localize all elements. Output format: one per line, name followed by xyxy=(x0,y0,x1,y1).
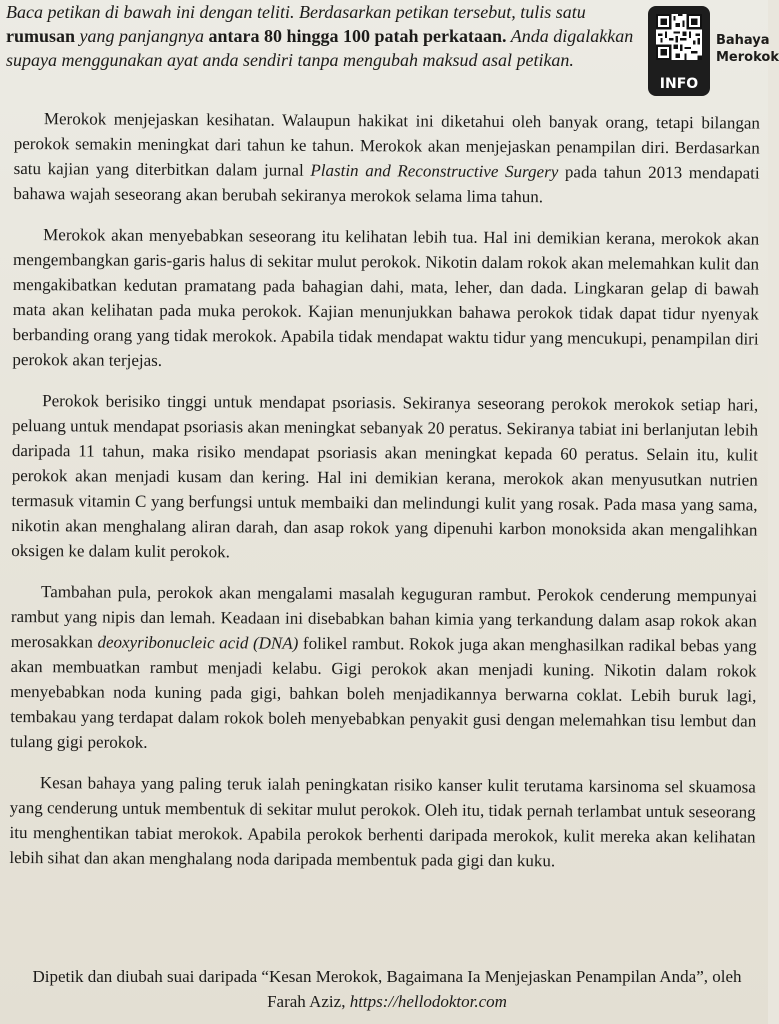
paragraph-4-text-after: folikel rambut. Rokok juga akan menghasilkan radikal bebas yang akan membuatkan rambut menjadi kelabu. Gigi perokok akan menjadi kuning. Nikotin dalam rokok menyebabkan noda kuning pada gigi, bahkan boleh menjadikannya berwarna coklat. Lebih buruk lagi, tembakau yang terdapat dalam rokok boleh menyebabkan penyakit gusi dengan melemahkan tisu lembut dan tulang gigi perokok. xyxy=(10,633,757,752)
paragraph-4-text-before: Tambahan pula, perokok akan mengalami masalah keguguran rambut. Perokok cenderung mempunyai rambut yang nipis dan lemah. Keadaan ini disebabkan bahan kimia yang terkandung dalam asap rokok akan merosakkan xyxy=(10,582,758,652)
instruction-bold-word-count: antara 80 hingga 100 patah perkataan. xyxy=(208,26,507,46)
source-citation xyxy=(14,964,760,1014)
paragraph-5: Kesan bahaya yang paling teruk ialah peningkatan risiko kanser kulit terutama karsinoma sel skuamosa yang cenderung untuk membentuk di sekitar mulut perokok. Oleh itu, tidak pernah terlambat untuk seseorang itu menghentikan tabiat merokok. Apabila perokok berhenti daripada merokok, kulit mereka akan kelihatan lebih sihat dan akan menghalang noda daripada membentuk pada gigi dan kuku. xyxy=(9,773,756,871)
info-qr-badge[interactable] xyxy=(648,6,710,96)
instruction-bold-rumusan: rumusan xyxy=(6,26,76,46)
qr-side-label-line2: Merokok xyxy=(716,50,779,65)
paragraph-1 xyxy=(13,106,760,211)
qr-side-label-line1: Bahaya xyxy=(716,33,770,48)
paragraph-4 xyxy=(10,579,757,759)
instruction-text xyxy=(6,0,636,72)
instruction-part3: Anda digalakkan supaya menggunakan ayat anda sendiri tanpa mengubah maksud asal petikan. xyxy=(6,26,634,70)
instruction-part2: yang panjangnya xyxy=(75,26,209,46)
paragraph-1-text-before: Merokok menjejaskan kesihatan. Walaupun hakikat ini diketahui oleh banyak orang, tetapi bilangan perokok semakin meningkat dari tahun ke tahun. Merokok akan menjejaskan penampilan diri. Berdasarkan satu kajian yang diterbitkan dalam jurnal xyxy=(13,109,760,180)
source-text: Dipetik dan diubah suai daripada “Kesan Merokok, Bagaimana Ia Menjejaskan Penampilan Anda”, oleh Farah Aziz, xyxy=(32,967,742,1011)
qr-side-label xyxy=(716,32,779,66)
info-label: INFO xyxy=(659,76,699,92)
instruction-part1: Baca petikan di bawah ini dengan teliti. Berdasarkan petikan tersebut, tulis satu xyxy=(6,2,586,22)
source-url[interactable]: https://hellodoktor.com xyxy=(349,992,507,1011)
paragraph-1-text-after: pada tahun 2013 mendapati bahawa wajah seseorang akan berubah sekiranya merokok selama lima tahun. xyxy=(13,162,760,207)
paragraph-3: Perokok berisiko tinggi untuk mendapat psoriasis. Sekiranya seseorang perokok merokok setiap hari, peluang untuk mendapat psoriasis akan meningkat sebanyak 20 peratus. Sekiranya tabiat ini berlanjutan lebih daripada 11 tahun, maka risiko mendapat psoriasis akan meningkat kepada 60 peratus. Selain itu, kulit perokok akan menjadi kusam dan kering. Hal ini demikian kerana, merokok akan menyusutkan nutrien termasuk vitamin C yang berfungsi untuk membaiki dan melindungi kulit yang rosak. Pada masa yang sama, nikotin akan menghalang aliran darah, dan asap rokok yang dipenuhi karbon monoksida akan mengalihkan oksigen ke dalam kulit perokok. xyxy=(11,391,759,562)
passage xyxy=(9,106,760,875)
paragraph-4-dna-term: deoxyribonucleic acid (DNA) xyxy=(97,632,299,653)
paragraph-1-journal-title: Plastin and Reconstructive Surgery xyxy=(310,160,559,182)
qr-code-icon xyxy=(656,14,702,60)
paragraph-2: Merokok akan menyebabkan seseorang itu kelihatan lebih tua. Hal ini demikian kerana, merokok akan mengembangkan garis-garis halus di sekitar mulut perokok. Nikotin dalam rokok akan melemahkan kulit dan mengakibatkan kedutan pramatang pada bahagian dahi, mata, leher, dan dada. Lingkaran gelap di bawah mata akan kelihatan pada muka perokok. Kajian menunjukkan bahawa perokok tidak dapat tidur nyenyak berbanding orang yang tidak merokok. Apabila tidak mendapat waktu tidur yang mencukupi, penampilan diri perokok akan terjejas. xyxy=(12,225,760,370)
